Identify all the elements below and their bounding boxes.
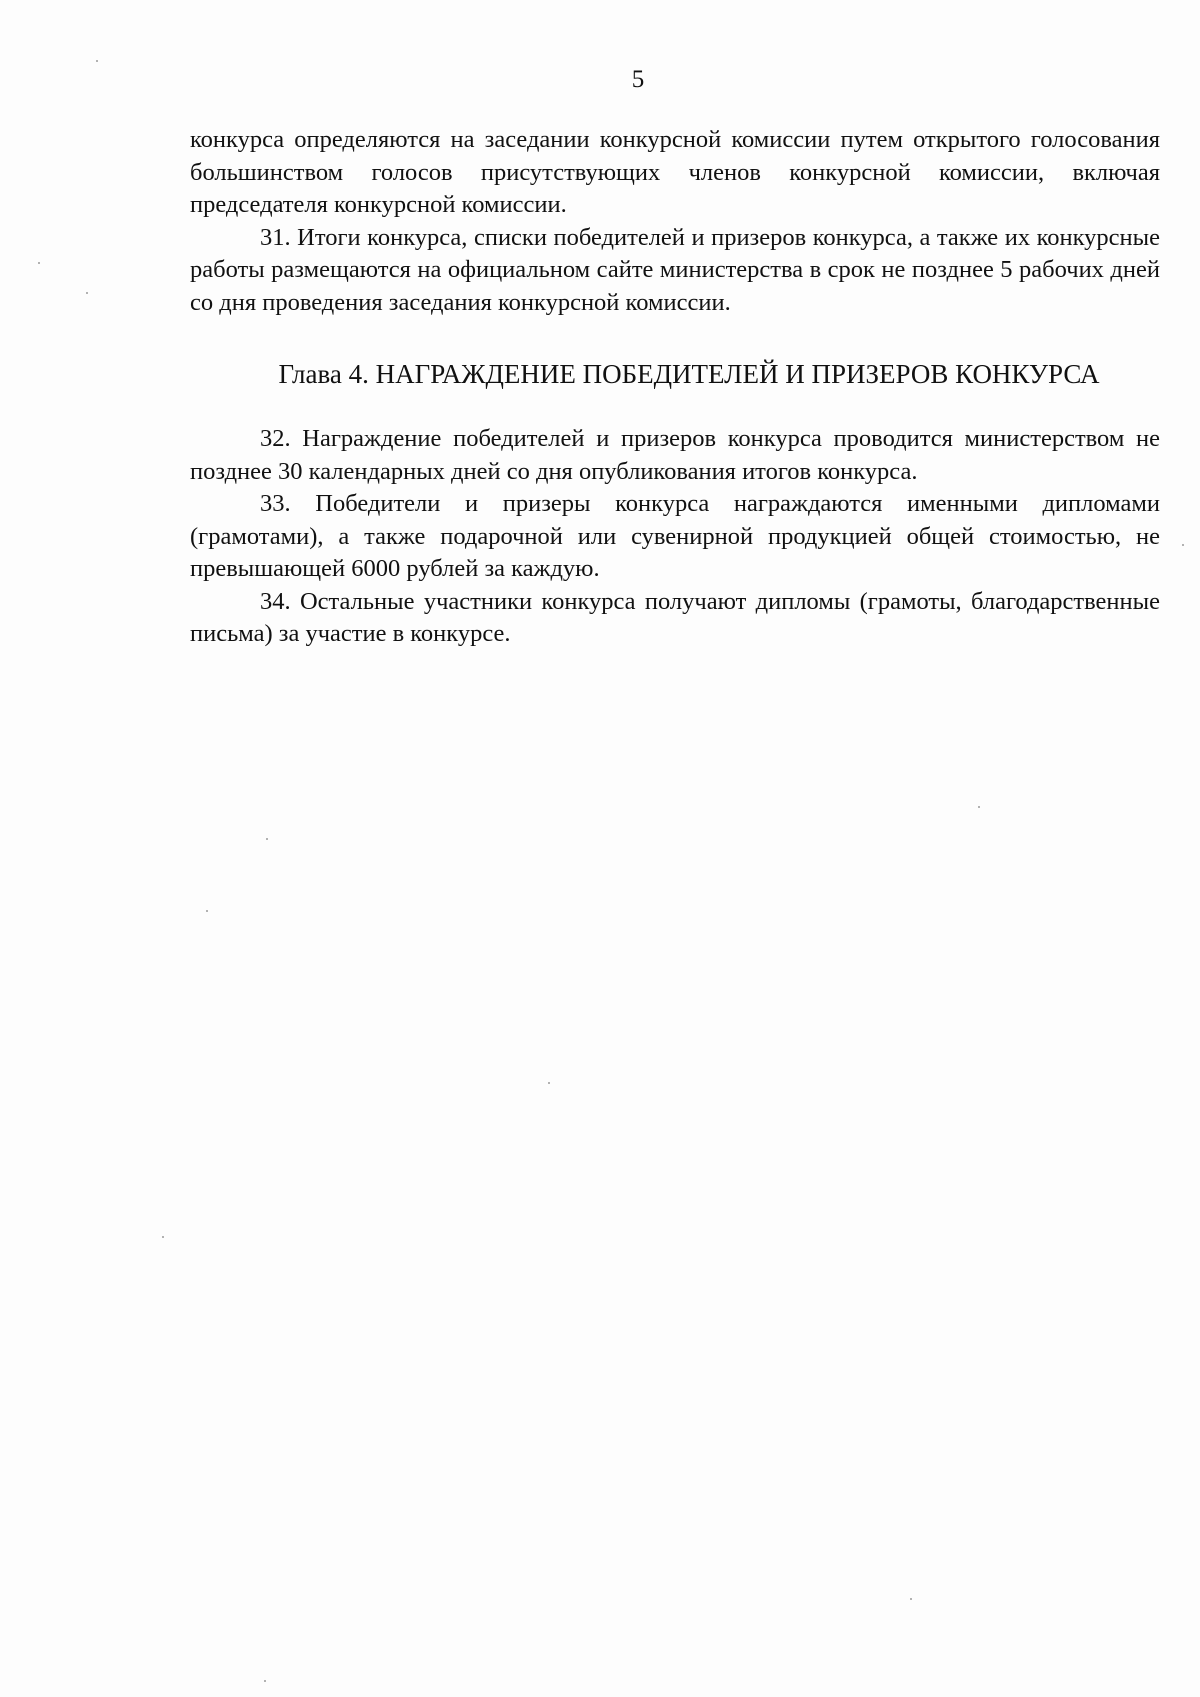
scan-speck (548, 1082, 550, 1084)
paragraph-33: 33. Победители и призеры конкурса награждаются именными дипломами (грамотами), а также подарочной или сувенирной продукцией общей стоимостью, не превышающей 6000 рублей за каждую. (190, 490, 1160, 582)
scan-speck (978, 806, 980, 808)
page-number: 5 (631, 66, 645, 93)
chapter-heading: Глава 4. НАГРАЖДЕНИЕ ПОБЕДИТЕЛЕЙ И ПРИЗЕРОВ КОНКУРСА (278, 359, 1100, 389)
scan-speck (206, 910, 208, 912)
scan-speck (86, 292, 88, 294)
scan-speck (264, 1680, 266, 1682)
paragraph-31: 31. Итоги конкурса, списки победителей и призеров конкурса, а также их конкурсные работы размещаются на официальном сайте министерства в срок не позднее 5 рабочих дней со дня проведения заседания конкурсной комиссии. (190, 223, 1160, 316)
scan-speck (96, 60, 98, 62)
scan-speck (38, 262, 40, 264)
document-body (190, 124, 1160, 651)
scan-speck (162, 1236, 164, 1238)
scan-speck (910, 1598, 912, 1600)
paragraph-32: 32. Награждение победителей и призеров конкурса проводится министерством не позднее 30 календарных дней со дня опубликования итогов конкурса. (190, 425, 1160, 485)
paragraph-30-continuation: конкурса определяются на заседании конкурсной комиссии путем открытого голосования большинством голосов присутствующих членов конкурсной комиссии, включая председателя конкурсной комиссии. (190, 126, 1160, 218)
scan-speck (1182, 544, 1184, 546)
scan-speck (266, 838, 268, 840)
paragraph-34: 34. Остальные участники конкурса получают дипломы (грамоты, благодарственные письма) за участие в конкурсе. (190, 587, 1160, 647)
